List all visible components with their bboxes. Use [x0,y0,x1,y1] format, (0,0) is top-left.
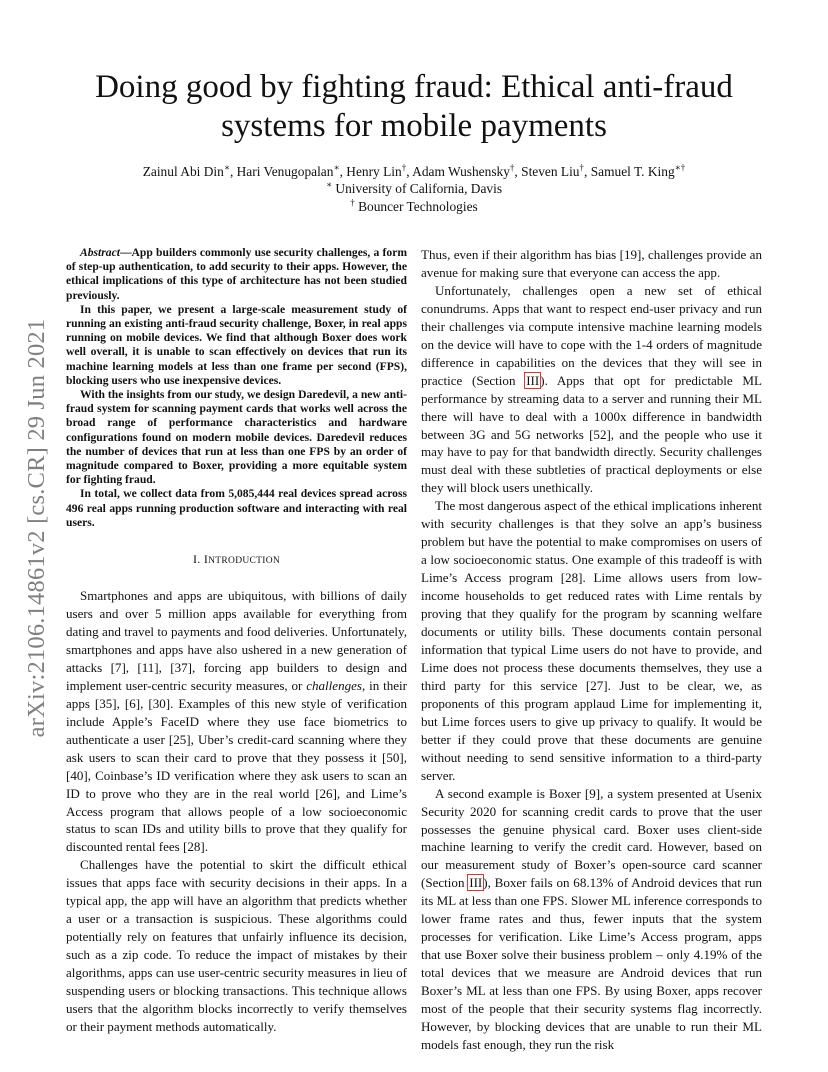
body-paragraph: Smartphones and apps are ubiquitous, with billions of daily users and over 5 million apps available for everything from dating and travel to payments and food deliveries. Unfortunately, smartphones and apps have also ushered in a new generation of attacks [7], [11], [37], forcing app builders to design and implement user-centric security measures, or challenges, in their apps [35], [6], [30]. Examples of this new style of verification include Apple’s FaceID where they use face biometrics to authenticate a user [25], Uber’s credit-card scanning where they ask users to scan their card to prove that they possess it [50], [40], Coinbase’s ID verification where they ask users to scan an ID to prove who they are in the real world [26], and Lime’s Access program that allows people of a low socioeconomic status to scan IDs and utility bills to prove that they qualify for discounted rental fees [28]. [66,588,407,855]
paper-title [60,68,768,146]
body-paragraph: A second example is Boxer [9], a system presented at Usenix Security 2020 for scanning credit cards to prove that the user possesses the genuine physical card. Boxer uses client-side machine learning to verify the credit card. However, based on our measurement study of Boxer’s open-source card scanner (Section III), Boxer fails on 68.13% of Android devices that run its ML at less than one FPS. Slower ML inference corresponds to lower frame rates and thus, fewer inputs that the system processes for verification. Like Lime’s Access program, apps that use Boxer solve their business problem – only 4.19% of the total devices that we measure are Android devices that run Boxer’s ML at less than one FPS. By using Boxer, apps recover most of the people that their security systems flag incorrectly. However, by blocking devices that are unable to run their ML models fast enough, they run the risk [421,785,762,1052]
body-paragraph: Challenges have the potential to skirt the difficult ethical issues that apps face with security decisions in their apps. In a typical app, the app will have an algorithm that predicts whether a user or a transaction is suspicious. These algorithms could potentially rely on features that unfairly influence its decision, such as a zip code. To reduce the impact of mistakes by their algorithms, apps can use user-centric security measures in lieu of suspending users or blocking transactions. This technique allows users that the algorithm blocks incorrectly to verify themselves or their payment methods automatically. [66,857,407,1034]
paper-title-line-2: systems for mobile payments [221,108,607,144]
body-paragraph: The most dangerous aspect of the ethical implications inherent with security challenges is that they solve an app’s business problem but have the potential to make compromises on users of a low socioeconomic status. One example of this tradeoff is with Lime’s Access program [28]. Lime allows users from low-income households to get reduced rates with Lime rentals by proving that they qualify for the program by scanning welfare documents or utility bills. These documents contain personal information that typical Lime users do not have to provide, and Lime does not process these documents themselves, they use a third party for this service [27]. Just to be clear, we, as proponents of this program applaud Lime for implementing it, but Lime forces users to give up privacy to qualify. It would be better if they could prove that these documents are genuine without needing to send sensitive information to a third-party server. [421,498,762,783]
abstract [66,246,407,530]
arxiv-identifier-text: arXiv:2106.14861v2 [cs.CR] 29 Jun 2021 [23,318,50,737]
abstract-paragraph-4: In total, we collect data from 5,085,444 real devices spread across 496 real apps running production software and interacting with real users. [66,487,407,529]
abstract-label: Abstract [80,246,120,259]
left-column [66,246,407,1036]
left-body-text [66,587,407,1036]
right-column [421,246,762,1054]
author-list: Zainul Abi Din∗, Hari Venugopalan∗, Henry Lin†, Adam Wushensky†, Steven Liu†, Samuel T. King∗† [142,162,686,179]
affiliation-bouncer: † Bouncer Technologies [350,197,478,214]
abstract-paragraph-1 [66,246,407,303]
body-paragraph: Thus, even if their algorithm has bias [19], challenges provide an avenue for making sure that everyone can access the app. [421,247,762,280]
arxiv-identifier [22,295,52,760]
abstract-p1-text: —App builders commonly use security challenges, a form of step-up authentication, to add security to their apps. However, the ethical implications of this type of architecture has not been studied previously. [66,246,407,302]
abstract-paragraph-2: In this paper, we present a large-scale measurement study of running an existing anti-fraud security challenge, Boxer, in real apps running on mobile devices. We find that although Boxer does work well overall, it is unable to scan effectively on devices that run its machine learning models at less than one frame per second (FPS), blocking users who use inexpensive devices. [66,302,407,387]
affiliation-ucdavis: ∗ University of California, Davis [325,179,503,196]
right-body-text [421,246,762,1054]
paper-title-line-1: Doing good by fighting fraud: Ethical anti-fraud [95,69,733,105]
section-heading-introduction: I. INTRODUCTION [192,552,281,567]
body-paragraph: Unfortunately, challenges open a new set of ethical conundrums. Apps that want to respect end-user privacy and run their challenges via compute intensive machine learning models on the device will have to cope with the 1-4 orders of magnitude difference in capabilities on the devices that they will see in practice (Section III). Apps that opt for predictable ML performance by streaming data to a server and running their ML there will have to deal with a 1000x difference in bandwidth between 3G and 5G networks [52], and the people who use it may have to pay for that bandwidth directly. Security challenges must deal with these subtleties of practical deployments or else they will block users unethically. [421,282,762,496]
abstract-paragraph-3: With the insights from our study, we design Daredevil, a new anti-fraud system for scanning payment cards that works well across the broad range of performance characteristics and hardware configurations found on modern mobile devices. Daredevil reduces the number of devices that run at less than one FPS by an order of magnitude compared to Boxer, providing a more equitable system for fighting fraud. [66,388,407,487]
